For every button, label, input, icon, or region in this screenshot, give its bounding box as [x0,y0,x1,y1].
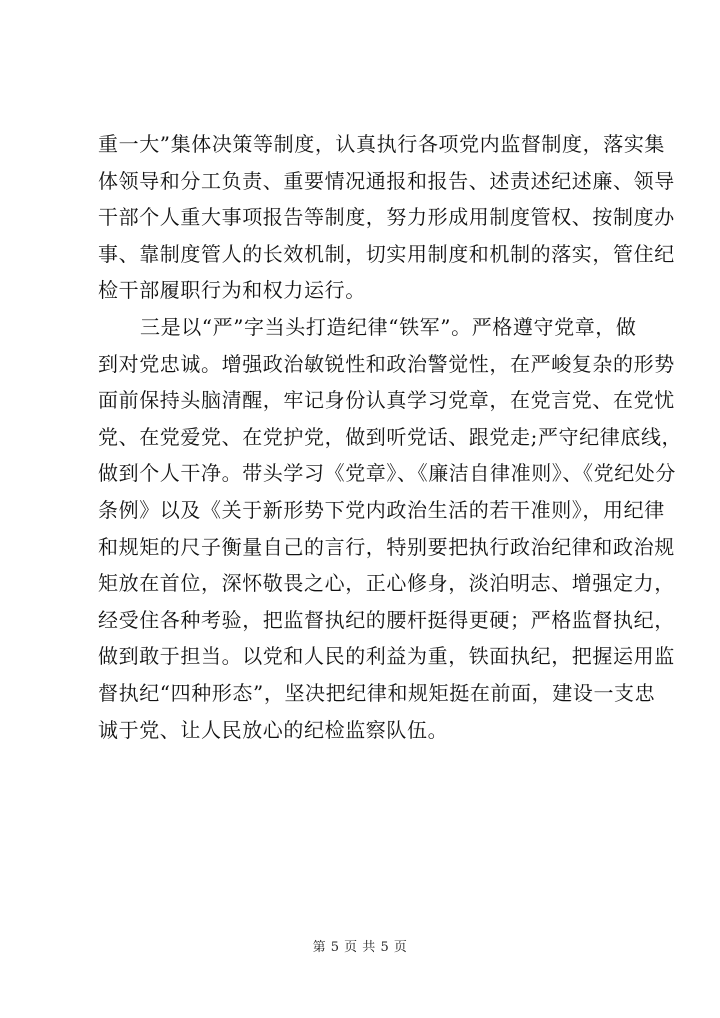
document-body [98,126,683,748]
text-line: 三是以“严”字当头打造纪律“铁军”。严格遵守党章，做 [140,314,637,339]
text-line: 党、在党爱党、在党护党，做到听党话、跟党走;严守纪律底线， [98,424,683,449]
text-line: 做到敢于担当。以党和人民的利益为重，铁面执纪，把握运用监 [98,644,675,669]
text-line: 体领导和分工负责、重要情况通报和报告、述责述纪述廉、领导 [98,168,675,193]
page-number: 第 5 页 共 5 页 [312,940,408,955]
text-line: 诚于党、让人民放心的纪检监察队伍。 [98,717,449,742]
text-line: 面前保持头脑清醒，牢记身份认真学习党章，在党言党、在党忧 [98,388,675,413]
text-line: 矩放在首位，深怀敬畏之心，正心修身，淡泊明志、增强定力， [98,571,675,596]
text-line: 督执纪“四种形态”，坚决把纪律和规矩挺在前面，建设一支忠 [98,680,656,705]
text-line: 经受住各种考验，把监督执纪的腰杆挺得更硬；严格监督执纪， [98,607,675,632]
text-line: 干部个人重大事项报告等制度，努力形成用制度管权、按制度办 [98,205,675,230]
text-line: 和规矩的尺子衡量自己的言行，特别要把执行政治纪律和政治规 [98,534,675,559]
text-line: 检干部履职行为和权力运行。 [98,278,366,303]
paragraph-1 [98,126,675,309]
text-line: 条例》以及《关于新形势下党内政治生活的若干准则》，用纪律 [98,497,665,522]
text-line: 到对党忠诚。增强政治敏锐性和政治警觉性，在严峻复杂的形势 [98,351,675,376]
text-line: 事、靠制度管人的长效机制，切实用制度和机制的落实，管住纪 [98,241,675,266]
paragraph-2 [98,309,683,748]
text-line: 做到个人干净。带头学习《党章》、《廉洁自律准则》、《党纪处分 [98,461,676,486]
text-line: 重一大”集体决策等制度，认真执行各项党内监督制度，落实集 [98,132,666,156]
